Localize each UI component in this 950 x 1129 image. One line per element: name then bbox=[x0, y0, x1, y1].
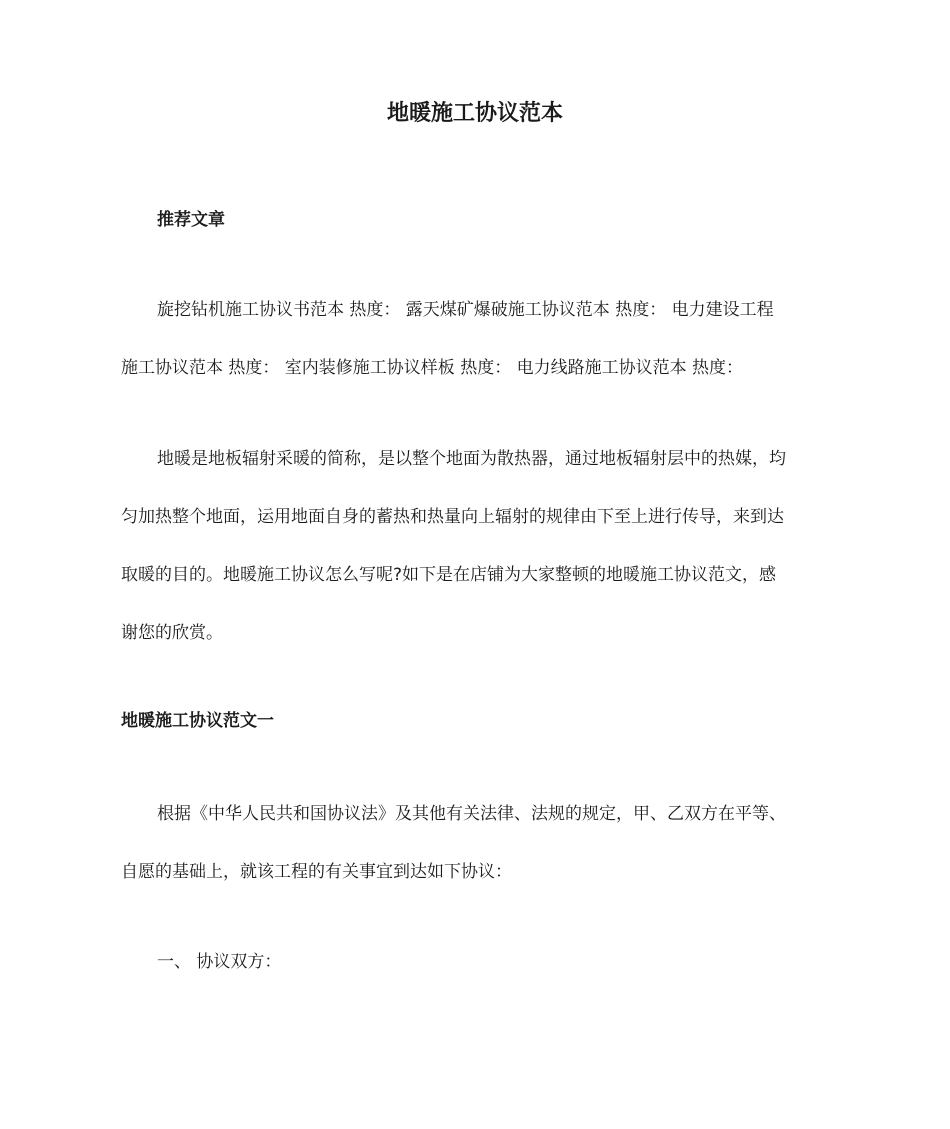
intro-line: 谢您的欣赏。 bbox=[121, 623, 223, 643]
intro-line: 取暖的目的。地暖施工协议怎么写呢?如下是在店铺为大家整顿的地暖施工协议范文，感 bbox=[121, 565, 777, 585]
recommended-line: 旋挖钻机施工协议书范本 热度： 露天煤矿爆破施工协议范本 热度： 电力建设工程 bbox=[157, 300, 774, 320]
section-one-line: 自愿的基础上，就该工程的有关事宜到达如下协议： bbox=[121, 862, 512, 882]
intro-line: 地暖是地板辐射采暖的简称，是以整个地面为散热器，通过地板辐射层中的热媒，均 bbox=[157, 449, 786, 469]
section-one-paragraph bbox=[121, 785, 831, 901]
recommended-list bbox=[121, 281, 831, 397]
recommended-heading: 推荐文章 bbox=[157, 210, 225, 230]
list-item-parties: 一、 协议双方： bbox=[157, 952, 282, 972]
recommended-line: 施工协议范本 热度： 室内装修施工协议样板 热度： 电力线路施工协议范本 热度： bbox=[121, 358, 744, 378]
section-one-heading: 地暖施工协议范文一 bbox=[121, 711, 274, 731]
intro-line: 匀加热整个地面，运用地面自身的蓄热和热量向上辐射的规律由下至上进行传导，来到达 bbox=[121, 507, 784, 527]
intro-paragraph bbox=[121, 430, 831, 662]
document-title: 地暖施工协议范本 bbox=[386, 101, 563, 126]
section-one-line: 根据《中华人民共和国协议法》及其他有关法律、法规的规定，甲、乙双方在平等、 bbox=[157, 804, 786, 824]
